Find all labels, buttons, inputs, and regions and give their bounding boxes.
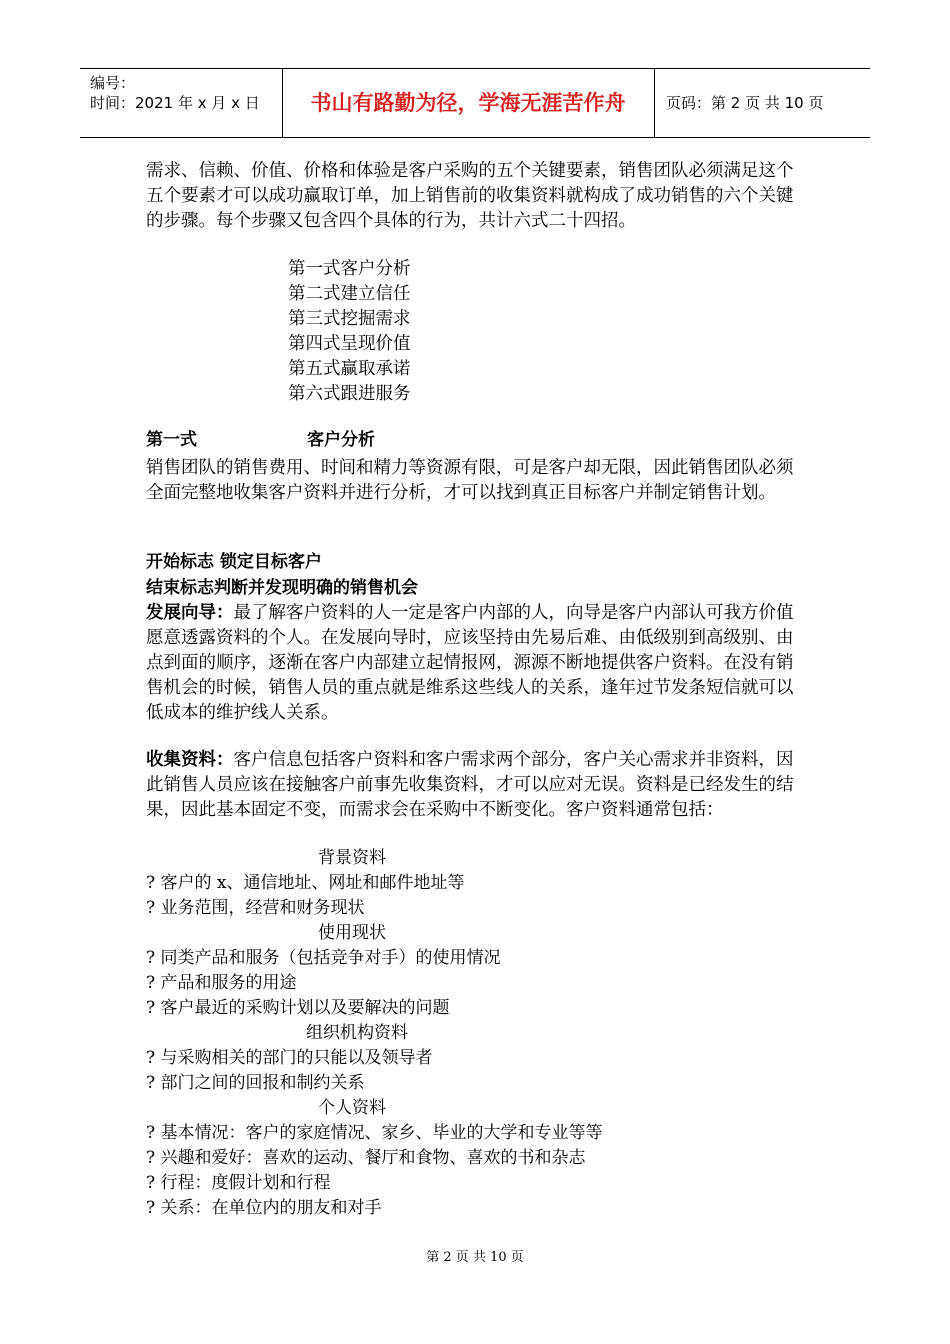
guide-label: 发展向导： [146,603,234,623]
step-item: 第一式客户分析 [288,259,411,279]
step-item: 第五式赢取承诺 [288,359,411,379]
section-heading [146,428,375,453]
header-meta [90,73,260,113]
list-item: ? 行程：度假计划和行程 [146,1173,331,1193]
collect-label: 收集资料： [146,750,234,770]
list-item: ? 客户最近的采购计划以及要解决的问题 [146,998,450,1018]
header-divider [654,69,655,137]
section-title: 客户分析 [307,430,375,450]
steps-list [288,257,411,407]
step-item: 第四式呈现价值 [288,334,411,354]
list-item: ? 产品和服务的用途 [146,973,297,993]
number-label: 编号： [90,74,136,92]
group-title: 使用现状 [318,923,386,943]
header-motto: 书山有路勤为径，学海无涯苦作舟 [310,91,626,115]
section-body: 销售团队的销售费用、时间和精力等资源有限，可是客户却无限，因此销售团队必须全面完整地收集客户资料并进行分析，才可以找到真正目标客户并制定销售计划。 [146,458,794,503]
group-title: 组织机构资料 [306,1023,408,1043]
page-footer: 第 2 页 共 10 页 [426,1250,524,1265]
list-item: ? 同类产品和服务（包括竞争对手）的使用情况 [146,948,501,968]
section-label: 第一式 [146,430,197,450]
group-title: 背景资料 [318,848,386,868]
time-label: 时间：2021 年 x 月 x 日 [90,94,260,112]
start-mark: 开始标志 锁定目标客户 [146,552,322,572]
end-mark: 结束标志判断并发现明确的销售机会 [146,578,418,598]
collect-body: 客户信息包括客户资料和客户需求两个部分，客户关心需求并非资料，因此销售人员应该在接触客户前事先收集资料，才可以应对无误。资料是已经发生的结果，因此基本固定不变，而需求会在采购中不断变化。客户资料通常包括： [146,750,794,820]
list-item: ? 关系：在单位内的朋友和对手 [146,1198,382,1218]
page-header [80,68,870,138]
list-item: ? 部门之间的回报和制约关系 [146,1073,365,1093]
step-item: 第六式跟进服务 [288,384,411,404]
list-item: ? 与采购相关的部门的只能以及领导者 [146,1048,433,1068]
header-page-label: 页码：第 2 页 共 10 页 [666,94,824,112]
intro-paragraph: 需求、信赖、价值、价格和体验是客户采购的五个关键要素，销售团队必须满足这个五个要素才可以成功赢取订单，加上销售前的收集资料就构成了成功销售的六个关键的步骤。每个步骤又包含四个具体的行为，共计六式二十四招。 [146,161,794,231]
guide-body: 最了解客户资料的人一定是客户内部的人，向导是客户内部认可我方价值愿意透露资料的个人。在发展向导时，应该坚持由先易后难、由低级别到高级别、由点到面的顺序，逐渐在客户内部建立起情报网，源源不断地提供客户资料。在没有销售机会的时候，销售人员的重点就是维系这些线人的关系，逢年过节发条短信就可以低成本的维护线人关系。 [146,603,794,723]
list-item: ? 基本情况：客户的家庭情况、家乡、毕业的大学和专业等等 [146,1123,603,1143]
list-item: ? 客户的 x、通信地址、网址和邮件地址等 [146,873,465,893]
list-item: ? 业务范围，经营和财务现状 [146,898,365,918]
guide-paragraph [146,601,806,726]
step-item: 第二式建立信任 [288,284,411,304]
collect-paragraph [146,748,806,823]
group-title: 个人资料 [318,1098,386,1118]
list-item: ? 兴趣和爱好：喜欢的运动、餐厅和食物、喜欢的书和杂志 [146,1148,586,1168]
step-item: 第三式挖掘需求 [288,309,411,329]
